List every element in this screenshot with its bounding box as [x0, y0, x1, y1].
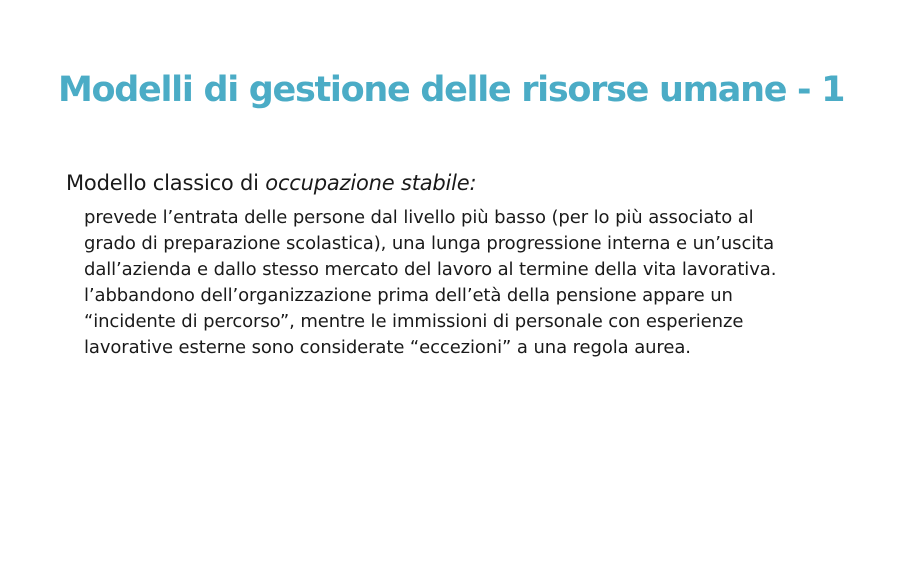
- body-text: [84, 205, 804, 361]
- section-heading: [66, 168, 476, 198]
- paragraph: l’abbandono dell’organizzazione prima dell’età della pensione appare un “incidente di percorso”, mentre le immissioni di personale con esperienze lavorative esterne sono considerate “eccezioni” a una regola aurea.: [84, 285, 744, 358]
- slide-title: Modelli di gestione delle risorse umane - 1: [58, 70, 845, 110]
- section-heading-italic: occupazione stabile:: [265, 171, 477, 195]
- paragraph: prevede l’entrata delle persone dal livello più basso (per lo più associato al grado di preparazione scolastica), una lunga progressione interna e un’uscita dall’azienda e dallo stesso mercato del lavoro al termine della vita lavorativa.: [84, 207, 777, 280]
- section-heading-plain: Modello classico di: [66, 171, 266, 195]
